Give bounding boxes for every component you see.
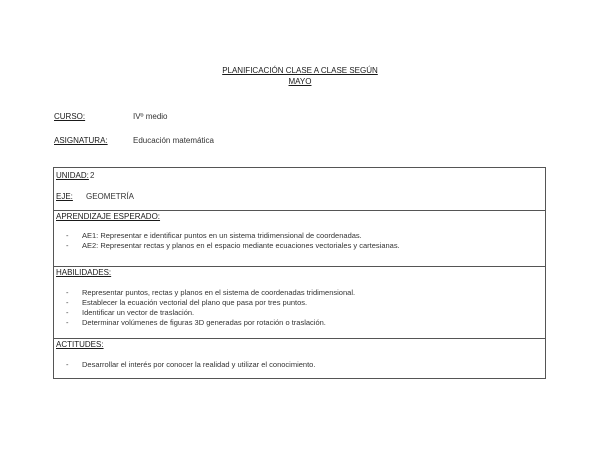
eje-label: EJE: bbox=[56, 192, 73, 201]
list-item-text: AE2: Representar rectas y planos en el espacio mediante ecuaciones vectoriales y cartesianas. bbox=[82, 241, 400, 250]
page-title: PLANIFICACIÓN CLASE A CLASE SEGÚN bbox=[222, 66, 378, 75]
unidad-label: UNIDAD: bbox=[56, 171, 89, 180]
table-divider bbox=[54, 210, 545, 211]
list-item bbox=[66, 298, 355, 308]
curso-value: IVº medio bbox=[133, 112, 168, 121]
bullet-dash: - bbox=[66, 360, 69, 369]
asignatura-value: Educación matemática bbox=[133, 136, 214, 145]
bullet-dash: - bbox=[66, 288, 69, 297]
habilidades-list bbox=[66, 288, 355, 328]
list-item-text: Establecer la ecuación vectorial del plano que pasa por tres puntos. bbox=[82, 298, 308, 307]
aprendizaje-list bbox=[66, 231, 400, 251]
bullet-dash: - bbox=[66, 318, 69, 327]
aprendizaje-label: APRENDIZAJE ESPERADO: bbox=[56, 212, 161, 221]
table-divider bbox=[54, 338, 545, 339]
page-subtitle-month: MAYO bbox=[288, 77, 312, 86]
list-item bbox=[66, 241, 400, 251]
list-item-text: Identificar un vector de traslación. bbox=[82, 308, 195, 317]
unidad-value: 2 bbox=[90, 171, 95, 180]
list-item-text: Desarrollar el interés por conocer la realidad y utilizar el conocimiento. bbox=[82, 360, 316, 369]
list-item bbox=[66, 288, 355, 298]
list-item bbox=[66, 318, 355, 328]
list-item bbox=[66, 231, 400, 241]
actitudes-label: ACTITUDES: bbox=[56, 340, 104, 349]
planning-table bbox=[53, 167, 546, 379]
eje-value: GEOMETRÍA bbox=[86, 192, 135, 201]
list-item-text: Representar puntos, rectas y planos en el sistema de coordenadas tridimensional. bbox=[82, 288, 356, 297]
list-item bbox=[66, 308, 355, 318]
table-divider bbox=[54, 266, 545, 267]
list-item-text: AE1: Representar e identificar puntos en un sistema tridimensional de coordenadas. bbox=[82, 231, 362, 240]
bullet-dash: - bbox=[66, 298, 69, 307]
curso-label: CURSO: bbox=[54, 112, 86, 121]
list-item bbox=[66, 360, 315, 370]
bullet-dash: - bbox=[66, 241, 69, 250]
list-item-text: Determinar volúmenes de figuras 3D generadas por rotación o traslación. bbox=[82, 318, 326, 327]
habilidades-label: HABILIDADES: bbox=[56, 268, 112, 277]
actitudes-list bbox=[66, 360, 315, 370]
bullet-dash: - bbox=[66, 231, 69, 240]
asignatura-label: ASIGNATURA: bbox=[54, 136, 108, 145]
bullet-dash: - bbox=[66, 308, 69, 317]
